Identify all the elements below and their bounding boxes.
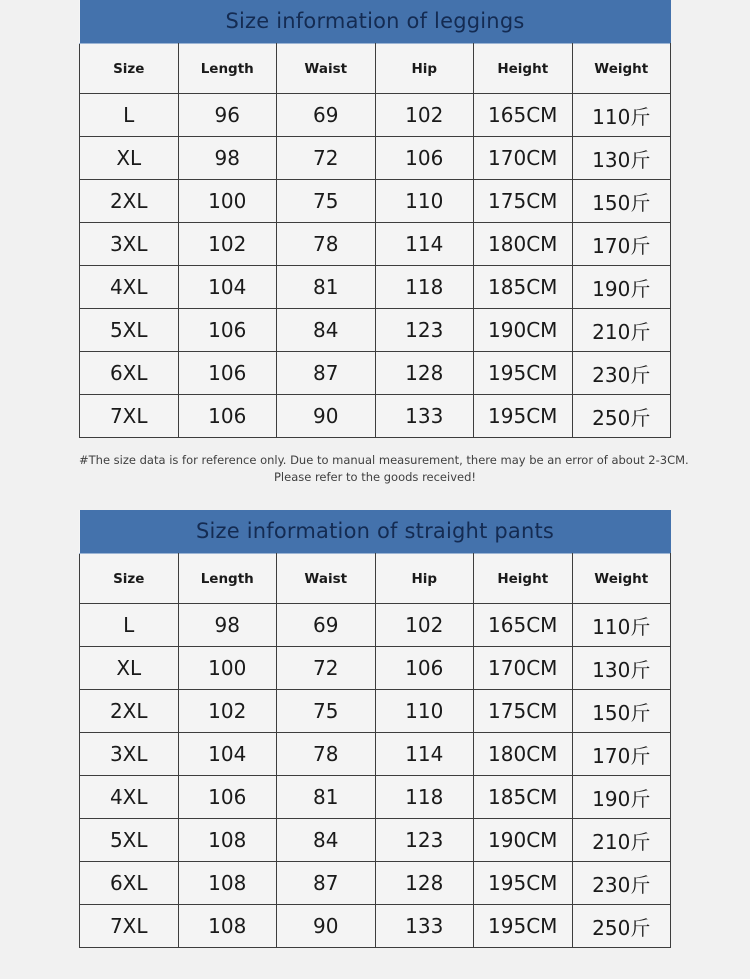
measurement-note [79, 452, 689, 486]
cell-hip: 133 [375, 905, 474, 948]
cell-size: L [80, 94, 179, 137]
cell-length: 106 [178, 309, 277, 352]
measurement-note-line-2: Please refer to the goods received! [273, 470, 476, 484]
table-row [80, 223, 671, 266]
column-header-length: Length [178, 44, 277, 94]
table-row [80, 395, 671, 438]
cell-size: L [80, 604, 179, 647]
cell-waist: 69 [277, 604, 376, 647]
column-header-hip: Hip [375, 554, 474, 604]
cell-size: 6XL [80, 352, 179, 395]
column-header-height: Height [474, 554, 573, 604]
cell-height: 190CM [474, 819, 573, 862]
cell-hip: 110 [375, 690, 474, 733]
cell-weight: 170斤 [572, 223, 671, 266]
table-row [80, 352, 671, 395]
cell-weight: 170斤 [572, 733, 671, 776]
cell-waist: 72 [277, 647, 376, 690]
cell-height: 195CM [474, 395, 573, 438]
size-table-straight-pants [79, 510, 671, 948]
table-row [80, 94, 671, 137]
column-header-weight: Weight [572, 44, 671, 94]
cell-waist: 75 [277, 180, 376, 223]
column-header-length: Length [178, 554, 277, 604]
cell-length: 106 [178, 395, 277, 438]
cell-height: 185CM [474, 266, 573, 309]
cell-hip: 133 [375, 395, 474, 438]
cell-size: XL [80, 137, 179, 180]
column-header-weight: Weight [572, 554, 671, 604]
cell-size: 5XL [80, 819, 179, 862]
cell-hip: 106 [375, 137, 474, 180]
cell-size: 7XL [80, 395, 179, 438]
cell-weight: 210斤 [572, 309, 671, 352]
cell-height: 195CM [474, 862, 573, 905]
table-body [80, 604, 671, 948]
cell-height: 180CM [474, 223, 573, 266]
table-header-row [80, 44, 671, 94]
cell-length: 98 [178, 137, 277, 180]
cell-waist: 78 [277, 223, 376, 266]
cell-waist: 69 [277, 94, 376, 137]
cell-size: 2XL [80, 690, 179, 733]
column-header-size: Size [80, 44, 179, 94]
cell-weight: 110斤 [572, 94, 671, 137]
cell-weight: 210斤 [572, 819, 671, 862]
cell-height: 165CM [474, 604, 573, 647]
cell-size: XL [80, 647, 179, 690]
cell-waist: 84 [277, 309, 376, 352]
cell-length: 104 [178, 266, 277, 309]
column-header-size: Size [80, 554, 179, 604]
cell-hip: 118 [375, 776, 474, 819]
cell-size: 3XL [80, 223, 179, 266]
cell-length: 108 [178, 905, 277, 948]
cell-size: 2XL [80, 180, 179, 223]
cell-height: 170CM [474, 137, 573, 180]
cell-weight: 150斤 [572, 180, 671, 223]
cell-height: 175CM [474, 690, 573, 733]
column-header-waist: Waist [277, 44, 376, 94]
cell-waist: 78 [277, 733, 376, 776]
cell-weight: 230斤 [572, 352, 671, 395]
cell-size: 4XL [80, 266, 179, 309]
cell-weight: 130斤 [572, 137, 671, 180]
cell-size: 6XL [80, 862, 179, 905]
table-row [80, 776, 671, 819]
cell-weight: 230斤 [572, 862, 671, 905]
table-row [80, 180, 671, 223]
cell-hip: 110 [375, 180, 474, 223]
cell-length: 100 [178, 180, 277, 223]
cell-waist: 90 [277, 395, 376, 438]
table-row [80, 862, 671, 905]
cell-hip: 102 [375, 604, 474, 647]
cell-length: 108 [178, 819, 277, 862]
table-row [80, 137, 671, 180]
cell-height: 175CM [474, 180, 573, 223]
table-header-row [80, 554, 671, 604]
cell-hip: 114 [375, 223, 474, 266]
table-title-straight-pants: Size information of straight pants [80, 510, 671, 554]
size-table-leggings [79, 0, 671, 438]
cell-size: 5XL [80, 309, 179, 352]
cell-hip: 123 [375, 309, 474, 352]
cell-weight: 250斤 [572, 905, 671, 948]
cell-waist: 72 [277, 137, 376, 180]
table-row [80, 690, 671, 733]
cell-size: 7XL [80, 905, 179, 948]
cell-height: 165CM [474, 94, 573, 137]
table-title-row [80, 510, 671, 554]
table-row [80, 647, 671, 690]
cell-waist: 87 [277, 352, 376, 395]
cell-waist: 75 [277, 690, 376, 733]
table-row [80, 905, 671, 948]
cell-hip: 106 [375, 647, 474, 690]
cell-weight: 130斤 [572, 647, 671, 690]
cell-height: 185CM [474, 776, 573, 819]
cell-size: 4XL [80, 776, 179, 819]
cell-hip: 128 [375, 352, 474, 395]
cell-hip: 102 [375, 94, 474, 137]
table-title-leggings: Size information of leggings [80, 0, 671, 44]
cell-weight: 250斤 [572, 395, 671, 438]
cell-size: 3XL [80, 733, 179, 776]
column-header-hip: Hip [375, 44, 474, 94]
cell-hip: 118 [375, 266, 474, 309]
cell-hip: 123 [375, 819, 474, 862]
table-title-row [80, 0, 671, 44]
cell-length: 108 [178, 862, 277, 905]
cell-waist: 87 [277, 862, 376, 905]
cell-height: 170CM [474, 647, 573, 690]
cell-weight: 110斤 [572, 604, 671, 647]
measurement-note-line-1: #The size data is for reference only. Due to manual measurement, there may be an error of about 2-3CM. [79, 453, 689, 467]
table-row [80, 604, 671, 647]
cell-waist: 81 [277, 776, 376, 819]
cell-weight: 150斤 [572, 690, 671, 733]
table-row [80, 733, 671, 776]
cell-height: 195CM [474, 352, 573, 395]
cell-height: 195CM [474, 905, 573, 948]
cell-length: 100 [178, 647, 277, 690]
cell-length: 102 [178, 690, 277, 733]
cell-height: 180CM [474, 733, 573, 776]
cell-length: 104 [178, 733, 277, 776]
cell-hip: 114 [375, 733, 474, 776]
table-row [80, 819, 671, 862]
table-row [80, 309, 671, 352]
cell-waist: 84 [277, 819, 376, 862]
table-row [80, 266, 671, 309]
cell-weight: 190斤 [572, 266, 671, 309]
column-header-height: Height [474, 44, 573, 94]
cell-length: 98 [178, 604, 277, 647]
cell-height: 190CM [474, 309, 573, 352]
cell-weight: 190斤 [572, 776, 671, 819]
column-header-waist: Waist [277, 554, 376, 604]
cell-length: 106 [178, 776, 277, 819]
cell-length: 102 [178, 223, 277, 266]
cell-waist: 90 [277, 905, 376, 948]
cell-length: 96 [178, 94, 277, 137]
cell-waist: 81 [277, 266, 376, 309]
cell-hip: 128 [375, 862, 474, 905]
table-body [80, 94, 671, 438]
cell-length: 106 [178, 352, 277, 395]
